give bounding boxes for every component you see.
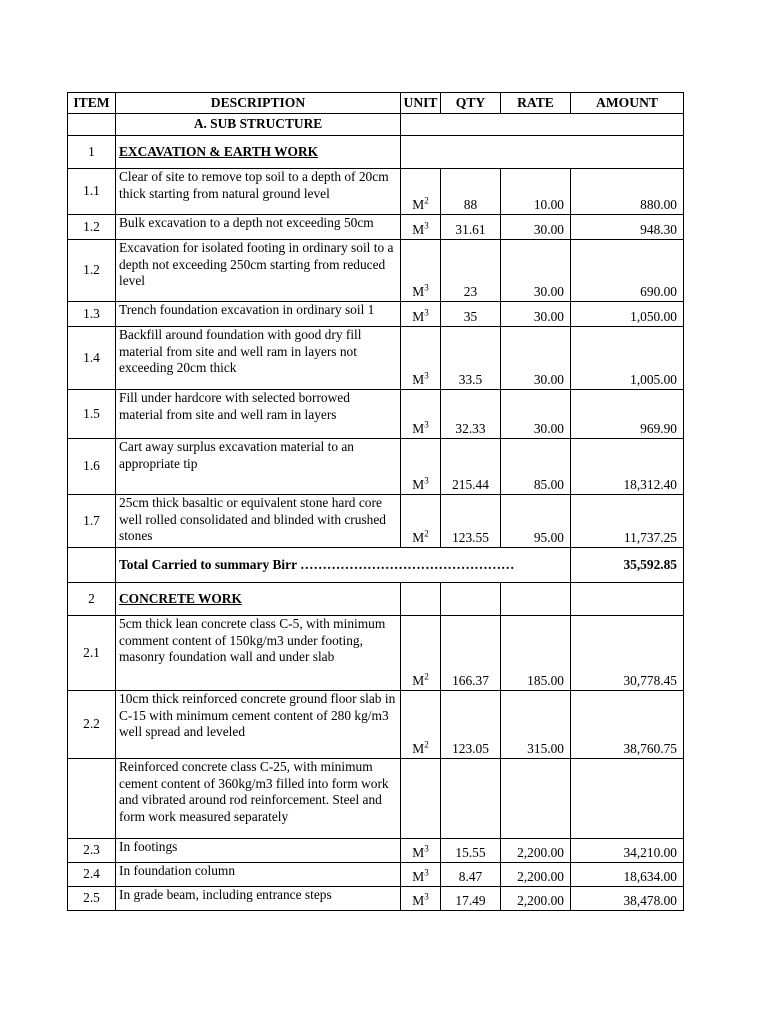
item-number: 1.5 bbox=[68, 390, 116, 439]
item-qty: 23 bbox=[441, 240, 501, 302]
item-number: 2.4 bbox=[68, 863, 116, 887]
item-rate: 30.00 bbox=[501, 327, 571, 390]
item-unit: $M^3$ bbox=[401, 439, 441, 495]
item-unit: $M^3$ bbox=[401, 327, 441, 390]
item-amount: 969.90 bbox=[571, 390, 684, 439]
item-rate: 2,200.00 bbox=[501, 887, 571, 911]
item-description: Cart away surplus excavation material to an appropriate tip bbox=[116, 439, 401, 495]
item-number: 2.1 bbox=[68, 616, 116, 691]
item-amount: 18,634.00 bbox=[571, 863, 684, 887]
item-amount: 1,005.00 bbox=[571, 327, 684, 390]
item-description: Trench foundation excavation in ordinary soil 1 bbox=[116, 302, 401, 327]
header-rate: RATE bbox=[501, 93, 571, 114]
item-unit: $M^2$ bbox=[401, 691, 441, 759]
item-number: 1.4 bbox=[68, 327, 116, 390]
item-amount: 38,478.00 bbox=[571, 887, 684, 911]
group-heading-row bbox=[68, 136, 684, 169]
header-amount: AMOUNT bbox=[571, 93, 684, 114]
table-row bbox=[68, 302, 684, 327]
item-description: Backfill around foundation with good dry fill material from site and well ram in layers not exceeding 20cm thick bbox=[116, 327, 401, 390]
header-qty: QTY bbox=[441, 93, 501, 114]
group-number: 2 bbox=[68, 583, 116, 616]
item-unit: $M^2$ bbox=[401, 495, 441, 548]
item-number: 2.2 bbox=[68, 691, 116, 759]
section-row bbox=[68, 114, 684, 136]
item-number: 1.6 bbox=[68, 439, 116, 495]
item-number: 2.5 bbox=[68, 887, 116, 911]
item-number: 1.2 bbox=[68, 215, 116, 240]
group-title: CONCRETE WORK bbox=[116, 583, 401, 616]
item-amount: 880.00 bbox=[571, 169, 684, 215]
item-unit: $M^2$ bbox=[401, 169, 441, 215]
item-unit: $M^3$ bbox=[401, 863, 441, 887]
item-qty: 15.55 bbox=[441, 839, 501, 863]
item-qty: 33.5 bbox=[441, 327, 501, 390]
item-qty: 35 bbox=[441, 302, 501, 327]
table-row bbox=[68, 691, 684, 759]
item-amount: 11,737.25 bbox=[571, 495, 684, 548]
item-rate: 2,200.00 bbox=[501, 839, 571, 863]
item-unit: $M^3$ bbox=[401, 887, 441, 911]
item-number: 1.7 bbox=[68, 495, 116, 548]
item-unit: $M^3$ bbox=[401, 839, 441, 863]
item-description: 10cm thick reinforced concrete ground floor slab in C-15 with minimum cement content of 280 kg/m3 well spread and leveled bbox=[116, 691, 401, 759]
item-rate: 185.00 bbox=[501, 616, 571, 691]
total-row bbox=[68, 548, 684, 583]
header-description: DESCRIPTION bbox=[116, 93, 401, 114]
table-row bbox=[68, 390, 684, 439]
table-row bbox=[68, 495, 684, 548]
item-amount: 30,778.45 bbox=[571, 616, 684, 691]
item-description: In grade beam, including entrance steps bbox=[116, 887, 401, 911]
item-qty: 8.47 bbox=[441, 863, 501, 887]
section-title: A. SUB STRUCTURE bbox=[116, 114, 401, 136]
item-description: Fill under hardcore with selected borrowed material from site and well ram in layers bbox=[116, 390, 401, 439]
item-unit: $M^3$ bbox=[401, 302, 441, 327]
table-row bbox=[68, 215, 684, 240]
item-amount: 18,312.40 bbox=[571, 439, 684, 495]
item-rate: 30.00 bbox=[501, 215, 571, 240]
item-description: Bulk excavation to a depth not exceeding 50cm bbox=[116, 215, 401, 240]
table-row bbox=[68, 169, 684, 215]
table-row bbox=[68, 616, 684, 691]
item-unit: $M^2$ bbox=[401, 616, 441, 691]
item-amount: 948.30 bbox=[571, 215, 684, 240]
item-rate: 30.00 bbox=[501, 240, 571, 302]
item-rate: 10.00 bbox=[501, 169, 571, 215]
table-row bbox=[68, 887, 684, 911]
item-number: 1.3 bbox=[68, 302, 116, 327]
item-amount: 34,210.00 bbox=[571, 839, 684, 863]
item-amount: 1,050.00 bbox=[571, 302, 684, 327]
group-heading-row bbox=[68, 583, 684, 616]
item-description: 25cm thick basaltic or equivalent stone hard core well rolled consolidated and blinded with crushed stones bbox=[116, 495, 401, 548]
item-qty: 32.33 bbox=[441, 390, 501, 439]
item-number: 1.2 bbox=[68, 240, 116, 302]
item-rate: 85.00 bbox=[501, 439, 571, 495]
item-description: 5cm thick lean concrete class C-5, with minimum comment content of 150kg/m3 under footing, masonry foundation wall and under slab bbox=[116, 616, 401, 691]
table-row bbox=[68, 863, 684, 887]
table-row bbox=[68, 327, 684, 390]
item-rate: 95.00 bbox=[501, 495, 571, 548]
item-qty: 215.44 bbox=[441, 439, 501, 495]
item-qty: 123.55 bbox=[441, 495, 501, 548]
total-label: Total Carried to summary Birr ………………………………………… bbox=[116, 548, 571, 583]
item-unit: $M^3$ bbox=[401, 390, 441, 439]
header-unit: UNIT bbox=[401, 93, 441, 114]
item-rate: 30.00 bbox=[501, 390, 571, 439]
item-qty: 166.37 bbox=[441, 616, 501, 691]
item-amount: 690.00 bbox=[571, 240, 684, 302]
header-row bbox=[68, 93, 684, 114]
item-amount: 38,760.75 bbox=[571, 691, 684, 759]
table-row bbox=[68, 839, 684, 863]
group-title: EXCAVATION & EARTH WORK bbox=[116, 136, 401, 169]
table-row bbox=[68, 439, 684, 495]
item-rate: 30.00 bbox=[501, 302, 571, 327]
bill-of-quantities-table bbox=[67, 92, 684, 911]
item-description: In footings bbox=[116, 839, 401, 863]
total-amount: 35,592.85 bbox=[571, 548, 684, 583]
header-item: ITEM bbox=[68, 93, 116, 114]
item-description: Excavation for isolated footing in ordinary soil to a depth not exceeding 250cm starting from reduced level bbox=[116, 240, 401, 302]
note-description: Reinforced concrete class C-25, with minimum cement content of 360kg/m3 filled into form work and vibrated around rod reinforcement. Steel and form work measured separately bbox=[116, 759, 401, 839]
item-unit: $M^3$ bbox=[401, 240, 441, 302]
item-number: 2.3 bbox=[68, 839, 116, 863]
table-row bbox=[68, 240, 684, 302]
item-qty: 88 bbox=[441, 169, 501, 215]
item-rate: 315.00 bbox=[501, 691, 571, 759]
item-unit: $M^3$ bbox=[401, 215, 441, 240]
item-qty: 17.49 bbox=[441, 887, 501, 911]
item-qty: 31.61 bbox=[441, 215, 501, 240]
item-description: In foundation column bbox=[116, 863, 401, 887]
note-row bbox=[68, 759, 684, 839]
item-description: Clear of site to remove top soil to a depth of 20cm thick starting from natural ground level bbox=[116, 169, 401, 215]
group-number: 1 bbox=[68, 136, 116, 169]
item-number: 1.1 bbox=[68, 169, 116, 215]
item-qty: 123.05 bbox=[441, 691, 501, 759]
item-rate: 2,200.00 bbox=[501, 863, 571, 887]
